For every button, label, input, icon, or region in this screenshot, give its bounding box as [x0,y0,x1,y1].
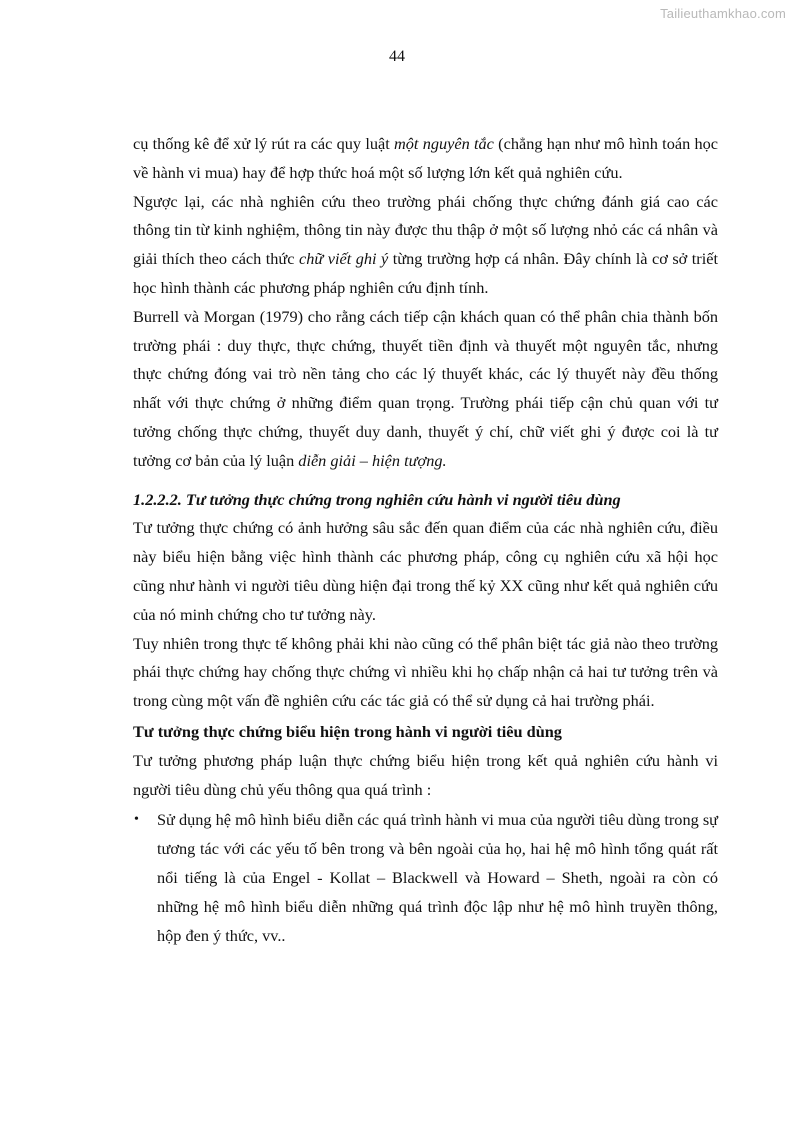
paragraph-5: Tuy nhiên trong thực tế không phải khi nào cũng có thể phân biệt tác giả nào theo trường phái thực chứng hay chống thực chứng vì nhiều khi họ chấp nhận cả hai tư tưởng trên và trong cùng một vấn đề nghiên cứu các tác giả có thể sử dụng cả hai trường phái. [133,633,718,711]
paragraph-1-text-b: (chẳng hạn như mô hình toán học về hành vi mua) hay để hợp thức hoá một số lượng lớn kết quả nghiên cứu. [133,134,718,182]
list-item [133,806,718,950]
bullet-icon: • [134,812,139,828]
paragraph-1 [133,130,718,188]
paragraph-2 [133,188,718,303]
page-number: 44 [389,48,405,65]
paragraph-2-text-b: từng trường hợp cá nhân. Đây chính là cơ sở triết học hình thành các phương pháp nghiên cứu định tính. [133,249,719,297]
paragraph-2-text-a: Ngược lại, các nhà nghiên cứu theo trường phái chống thực chứng đánh giá cao các thông tin từ kinh nghiệm, thông tin này được thu thập ở một số lượng nhỏ các cá nhân và giải thích theo cách thức [133,191,718,269]
bullet-list [133,806,718,950]
watermark-text: Tailieuthamkhao.com [660,6,786,21]
paragraph-4: Tư tưởng thực chứng có ảnh hưởng sâu sắc đến quan điểm của các nhà nghiên cứu, điều này biểu hiện bằng việc hình thành các phương pháp, công cụ nghiên cứu xã hội học cũng như hành vi người tiêu dùng hiện đại trong thế kỷ XX cũng như kết quả nghiên cứu của nó minh chứng cho tư tưởng này. [133,518,718,624]
paragraph-1-italic: một nguyên tắc [394,134,494,153]
list-item-text: Sử dụng hệ mô hình biểu diễn các quá trình hành vi mua của người tiêu dùng trong sự tương tác với các yếu tố bên trong và bên ngoài của họ, hai hệ mô hình tổng quát rất nổi tiếng là của Engel - Kollat – Blackwell và Howard – Sheth, ngoài ra còn có những hệ mô hình biểu diễn những quá trình độc lập như hệ mô hình truyền thông, hộp đen ý thức, vv.. [157,810,718,945]
paragraph-3-text-a: Burrell và Morgan (1979) cho rằng cách tiếp cận khách quan có thể phân chia thành bốn trường phái : duy thực, thực chứng, thuyết tiền định và thuyết một nguyên tắc, nhưng thực chứng đóng vai trò nền tảng cho các lý thuyết khác, các lý thuyết này đều thống nhất với thực chứng ở những điểm quan trọng. Trường phái tiếp cận chủ quan với tư tưởng chống thực chứng, thuyết duy danh, thuyết ý chí, chữ viết ghi ý được coi là tư tưởng cơ bản của lý luận [133,306,718,470]
paragraph-6: Tư tưởng phương pháp luận thực chứng biểu hiện trong kết quả nghiên cứu hành vi người tiêu dùng chủ yếu thông qua quá trình : [133,750,718,799]
paragraph-3 [133,303,718,476]
section-heading: 1.2.2.2. Tư tưởng thực chứng trong nghiên cứu hành vi người tiêu dùng [133,489,621,509]
document-body [133,130,718,950]
paragraph-3-italic: diễn giải – hiện tượng. [298,450,447,470]
paragraph-2-italic: chữ viết ghi ý [298,249,389,269]
subheading: Tư tưởng thực chứng biểu hiện trong hành vi người tiêu dùng [133,721,562,741]
paragraph-1-text-a: cụ thống kê để xử lý rút ra các quy luật [133,134,395,153]
